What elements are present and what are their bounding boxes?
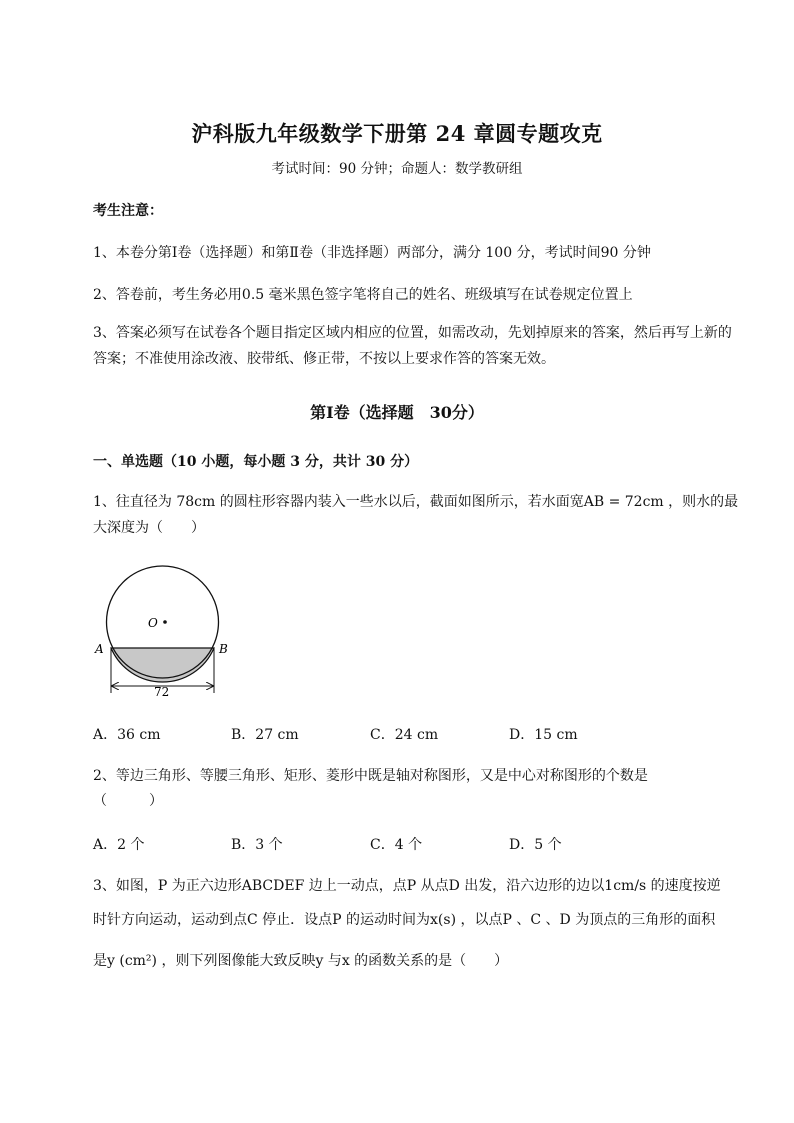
q2-option-c[interactable]: C．4 个 [370,837,423,853]
question-3-line-2: 时针方向运动，运动到点C 停止．设点P 的运动时间为x(s) ，以点P 、C 、D 为顶点的三角形的面积 [93,912,716,928]
point-b-label: B [219,642,228,656]
notice-item-2: 2、答卷前，考生务必用0.5 毫米黑色签字笔将自己的姓名、班级填写在试卷规定位置上 [93,287,633,303]
page-title: 沪科版九年级数学下册第 24 章圆专题攻克 [191,121,603,146]
exam-info: 考试时间：90 分钟；命题人：数学教研组 [271,161,523,177]
question-1-text: 1、往直径为 78cm 的圆柱形容器内装入一些水以后，截面如图所示，若水面宽AB = 72cm ，则水的最大深度为（ ） [93,494,739,536]
notice-item-3: 3、答案必须写在试卷各个题目指定区域内相应的位置，如需改动，先划掉原来的答案，然后再写上新的答案；不准使用涂改液、胶带纸、修正带，不按以上要求作答的答案无效。 [93,325,732,367]
question-3-line-1: 3、如图，P 为正六边形ABCDEF 边上一动点，点P 从点D 出发，沿六边形的边以1cm/s 的速度按逆 [93,878,721,894]
notice-item-1: 1、本卷分第Ⅰ卷（选择题）和第Ⅱ卷（非选择题）两部分，满分 100 分，考试时间90 分钟 [93,245,651,261]
q2-option-d[interactable]: D．5 个 [509,837,562,853]
part-heading: 一、单选题（10 小题，每小题 3 分，共计 30 分） [93,454,419,470]
question-2-line-2: （ ） [93,793,163,809]
question-1-figure [88,565,238,705]
point-a-label: A [95,642,104,656]
center-point [163,620,167,624]
question-2-line-1: 2、等边三角形、等腰三角形、矩形、菱形中既是轴对称图形，又是中心对称图形的个数是 [93,768,648,784]
width-label: 72 [154,685,170,699]
q1-option-b[interactable]: B．27 cm [231,727,299,743]
section-title: 第Ⅰ卷（选择题 30分） [310,403,484,422]
q1-option-c[interactable]: C．24 cm [370,727,439,743]
question-3-line-3: 是y (cm²) ，则下列图像能大致反映y 与x 的函数关系的是（ ） [93,953,509,969]
q2-option-b[interactable]: B．3 个 [231,837,283,853]
notice-heading: 考生注意： [93,203,163,219]
center-label: O [148,616,158,630]
q2-option-a[interactable]: A．2 个 [93,837,145,853]
q1-option-a[interactable]: A．36 cm [93,727,161,743]
q1-option-d[interactable]: D．15 cm [509,727,578,743]
